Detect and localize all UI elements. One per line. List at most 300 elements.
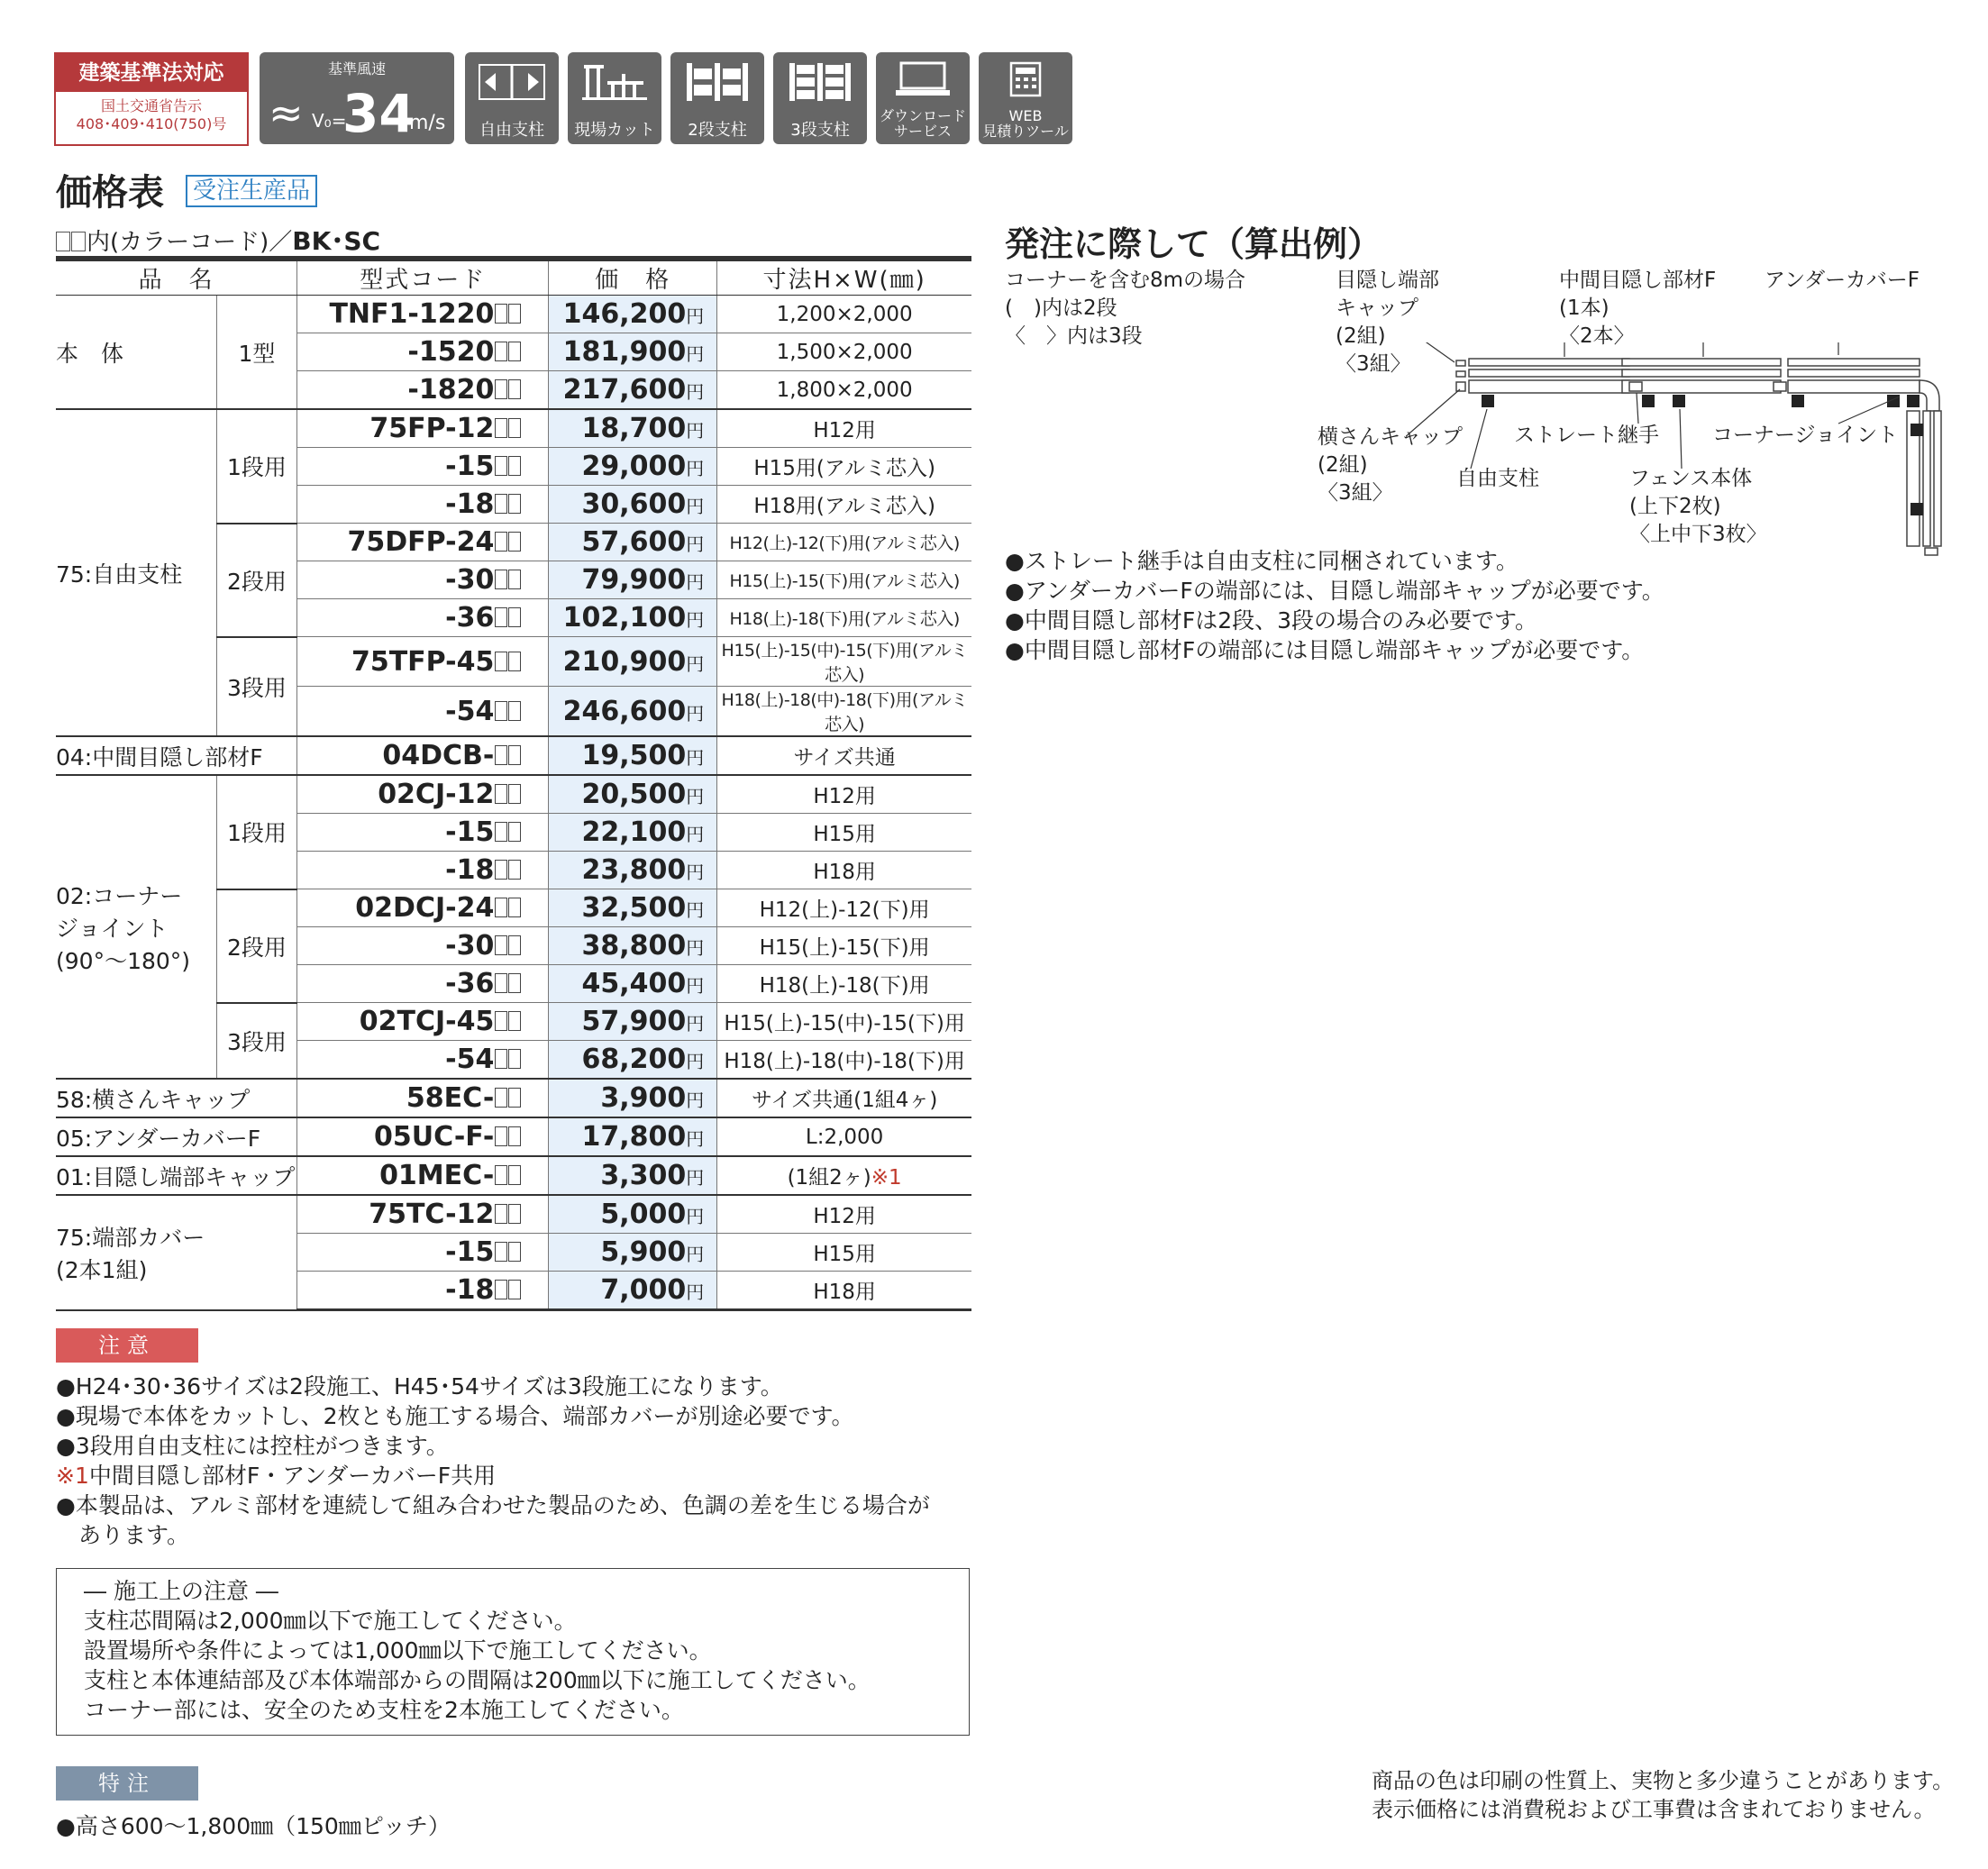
yen-unit: 円 [686, 786, 705, 807]
model-code-text: 75FP-12 [369, 413, 495, 444]
wind-value: 34 [342, 83, 415, 144]
price-value: 57,600 [581, 526, 687, 558]
color-box-icon [508, 1165, 521, 1185]
product-variant: 2段用 [216, 889, 297, 1003]
price [549, 599, 717, 637]
caution-chip: 注意 [56, 1328, 198, 1363]
price-value: 29,000 [581, 451, 687, 482]
dimension-text: H18(上)-18(中)-18(下)用(アルミ芯入) [721, 690, 968, 734]
color-code-box-icon [56, 232, 70, 251]
badge-label: 自由支柱 [479, 121, 544, 140]
dimension-text: 1,500×2,000 [776, 340, 913, 364]
model-code-text: 01MEC- [379, 1160, 495, 1191]
badge-law-sub1: 国土交通省告示 [100, 97, 202, 114]
price-value: 22,100 [581, 816, 687, 848]
color-box-icon [508, 1049, 521, 1069]
yen-unit: 円 [686, 609, 705, 631]
color-box-icon [508, 745, 521, 765]
caution-item: ●本製品は、アルミ部材を連続して組み合わせた製品のため、色調の差を生じる場合が [56, 1492, 930, 1518]
table-row [56, 409, 971, 448]
order-intro-line: コーナーを含む8mの場合 [1005, 269, 1246, 292]
badge-label: 2段支柱 [688, 121, 747, 140]
color-box-icon [508, 342, 521, 361]
model-code-text: -15 [445, 451, 495, 482]
model-code [297, 371, 549, 410]
footer-disclaimer [1372, 1766, 1954, 1824]
color-box-icon [508, 494, 521, 514]
wind-unit: m/s [409, 112, 446, 134]
price-value: 45,400 [581, 968, 687, 999]
label-line: (2組) [1336, 324, 1386, 348]
color-box-icon [495, 860, 507, 880]
special-order-text: ●高さ600～1,800㎜（150㎜ピッチ） [56, 1813, 451, 1839]
label-line: (1本) [1559, 296, 1610, 320]
color-box-icon [508, 304, 521, 324]
yen-unit: 円 [686, 1206, 705, 1227]
price-value: 217,600 [562, 374, 687, 406]
model-code [297, 1079, 549, 1117]
model-code [297, 637, 549, 687]
dimension-text: H12(上)-12(下)用 [759, 898, 930, 922]
price-value: 30,600 [581, 488, 687, 520]
footnote-mark: ※1 [871, 1166, 902, 1190]
price-value: 146,200 [562, 298, 687, 330]
download-icon [889, 61, 957, 97]
footer-line: 表示価格には消費税および工事費は含まれておりません。 [1372, 1797, 1936, 1822]
product-variant: 2段用 [216, 524, 297, 637]
color-box-icon [495, 1088, 507, 1108]
dimension-text: H12用 [813, 419, 876, 442]
dimension [717, 333, 971, 371]
label-middle-member [1559, 267, 1716, 351]
badge-label: 現場カット [574, 121, 655, 140]
product-name: 58:横さんキャップ [56, 1079, 297, 1117]
dimension [717, 1195, 971, 1234]
price [549, 524, 717, 561]
color-box-icon [508, 898, 521, 917]
color-box-icon [495, 607, 507, 627]
page-title: 価格表 [56, 172, 164, 214]
order-note: ●中間目隠し部材Fの端部には目隠し端部キャップが必要です。 [1005, 637, 1645, 663]
price [549, 852, 717, 889]
color-box-icon [508, 822, 521, 842]
model-code-text: -15 [445, 816, 495, 848]
product-name: 本 体 [56, 296, 216, 410]
construction-line: コーナー部には、安全のため支柱を2本施工してください。 [84, 1697, 684, 1723]
yen-unit: 円 [686, 747, 705, 769]
model-code [297, 1234, 549, 1272]
color-box-icon [495, 456, 507, 476]
color-box-icon [508, 1280, 521, 1299]
caution-item: ●現場で本体をカットし、2枚とも施工する場合、端部カバーが別途必要です。 [56, 1403, 854, 1429]
dimension-text: (1組2ヶ) [787, 1166, 871, 1190]
table-row [56, 1117, 971, 1156]
price [549, 736, 717, 775]
dimension-text: 1,200×2,000 [776, 302, 913, 326]
label-straight-joint: ストレート継手 [1514, 424, 1659, 447]
model-code [297, 409, 549, 448]
model-code-text: -36 [445, 968, 495, 999]
free-post-icon [478, 61, 546, 103]
label-corner-joint: コーナージョイント [1712, 424, 1899, 447]
yen-unit: 円 [686, 824, 705, 845]
yen-unit: 円 [686, 571, 705, 593]
caution-item: ●H24･30･36サイズは2段施工、H45･54サイズは3段施工になります。 [56, 1373, 783, 1399]
dimension [717, 1003, 971, 1041]
color-box-icon [508, 1242, 521, 1262]
model-code-text: 04DCB- [382, 740, 495, 771]
yen-unit: 円 [686, 975, 705, 997]
price-value: 5,900 [600, 1236, 687, 1268]
special-order-chip: 特注 [56, 1766, 198, 1801]
model-code [297, 486, 549, 524]
yen-unit: 円 [686, 420, 705, 442]
price-value: 79,900 [581, 564, 687, 596]
color-box-icon [495, 745, 507, 765]
price [549, 1041, 717, 1080]
caution-item: ●3段用自由支柱には控柱がつきます。 [56, 1433, 449, 1459]
color-box-icon [508, 784, 521, 804]
dimension-text: H15用(アルミ芯入) [753, 457, 935, 480]
product-name: 75:自由支柱 [56, 409, 216, 736]
model-code [297, 1195, 549, 1234]
dimension-text: H12用 [813, 785, 876, 808]
wind-icon: ≈ [269, 88, 304, 137]
dimension-text: H15(上)-15(下)用 [759, 936, 930, 960]
dimension-text: サイズ共通(1組4ヶ) [751, 1089, 938, 1112]
price-value: 246,600 [562, 695, 687, 727]
construction-line: 支柱芯間隔は2,000㎜以下で施工してください。 [84, 1608, 577, 1634]
color-box-icon [508, 935, 521, 955]
dimension-text: H18用(アルミ芯入) [753, 495, 935, 518]
dimension [717, 296, 971, 333]
dimension [717, 736, 971, 775]
product-name: 75:端部カバー (2本1組) [56, 1195, 297, 1310]
color-box-icon [495, 898, 507, 917]
price [549, 1272, 717, 1310]
dimension [717, 1079, 971, 1117]
model-code-text: 02CJ-12 [378, 779, 495, 810]
price-value: 210,900 [562, 645, 687, 678]
model-code [297, 1041, 549, 1080]
price-table [56, 259, 971, 1311]
dimension [717, 852, 971, 889]
dimension-text: H18用 [813, 1281, 876, 1304]
fence-diagram [1406, 342, 1947, 559]
color-box-icon [508, 456, 521, 476]
price [549, 333, 717, 371]
table-row [56, 1079, 971, 1117]
color-box-icon [495, 822, 507, 842]
color-code-values: BK･SC [292, 226, 381, 256]
price [549, 1079, 717, 1117]
order-note: ●中間目隠し部材Fは2段、3段の場合のみ必要です。 [1005, 607, 1538, 634]
badge-law-sub2: 408･409･410(750)号 [76, 115, 227, 132]
price [549, 1003, 717, 1041]
yen-unit: 円 [686, 1244, 705, 1265]
order-note: ●ストレート継手は自由支柱に同梱されています。 [1005, 548, 1518, 574]
dimension [717, 371, 971, 410]
table-row [56, 1195, 971, 1234]
price-value: 38,800 [581, 930, 687, 962]
product-name: 02:コーナー ジョイント (90°～180°) [56, 775, 216, 1079]
label-line: 目隠し端部 [1336, 269, 1439, 292]
model-code-text: 75TC-12 [369, 1199, 495, 1230]
badge-label: WEB 見積りツール [982, 107, 1069, 140]
color-box-icon [495, 784, 507, 804]
color-box-icon [495, 379, 507, 399]
price [549, 1117, 717, 1156]
badge-label: ダウンロード サービス [879, 107, 966, 140]
yen-unit: 円 [686, 533, 705, 555]
dimension-text: 1,800×2,000 [776, 378, 913, 402]
color-box-icon [495, 701, 507, 721]
yen-unit: 円 [686, 381, 705, 403]
dimension [717, 1041, 971, 1080]
dimension-text: L:2,000 [805, 1125, 884, 1149]
site-cut-icon [580, 61, 649, 103]
model-code-text: 05UC-F- [374, 1121, 495, 1153]
dimension [717, 889, 971, 927]
price-value: 19,500 [581, 740, 687, 771]
color-box-icon [495, 1280, 507, 1299]
price-value: 102,100 [562, 602, 687, 634]
color-box-icon [495, 1126, 507, 1146]
table-row [56, 736, 971, 775]
price [549, 561, 717, 599]
dimension-text: H15用 [813, 823, 876, 846]
header-product: 品 名 [56, 260, 297, 296]
color-box-icon [495, 652, 507, 671]
model-code-text: 75TFP-45 [351, 645, 495, 678]
model-code-text: -18 [445, 488, 495, 520]
color-box-icon [508, 973, 521, 993]
caution-footnote [56, 1461, 984, 1491]
color-box-icon [508, 418, 521, 438]
color-box-icon [508, 379, 521, 399]
order-example-title: 発注に際して（算出例） [1005, 224, 1382, 264]
footnote-mark: ※1 [56, 1463, 89, 1489]
price-value: 3,900 [600, 1082, 687, 1114]
download-badge[interactable] [876, 52, 970, 144]
product-variant: 1段用 [216, 775, 297, 889]
label-under-cover: アンダーカバーF [1765, 269, 1920, 292]
order-notes [1005, 546, 1664, 665]
model-code [297, 965, 549, 1003]
yen-unit: 円 [686, 652, 705, 675]
dimension [717, 409, 971, 448]
model-code [297, 852, 549, 889]
label-line: 〈上中下3枚〉 [1629, 523, 1767, 546]
yen-unit: 円 [686, 1013, 705, 1035]
header-price: 価 格 [549, 260, 717, 296]
dimension [717, 775, 971, 814]
color-code-line [56, 222, 380, 258]
model-code-text: -18 [445, 1274, 495, 1306]
color-box-icon [508, 1011, 521, 1031]
label-line: 中間目隠し部材F [1559, 269, 1717, 292]
model-code [297, 333, 549, 371]
dimension-text: H15用 [813, 1243, 876, 1266]
product-name: 01:目隠し端部キャップ [56, 1156, 297, 1195]
price-value: 23,800 [581, 854, 687, 886]
wind-v-label: V₀= [312, 110, 347, 132]
web-estimate-badge[interactable] [979, 52, 1072, 144]
color-box-icon [495, 304, 507, 324]
dimension [717, 599, 971, 637]
model-code-text: 58EC- [406, 1082, 495, 1114]
dimension-text: H18(上)-18(下)用(アルミ芯入) [729, 609, 960, 629]
header-code: 型式コード [297, 260, 549, 296]
price-value: 57,900 [581, 1006, 687, 1037]
model-code [297, 1272, 549, 1310]
model-code-text: -1520 [407, 336, 495, 368]
caution-list [56, 1372, 984, 1550]
price-value: 7,000 [600, 1274, 687, 1306]
product-variant: 3段用 [216, 637, 297, 737]
model-code [297, 1156, 549, 1195]
dimension-text: H15(上)-15(下)用(アルミ芯入) [729, 571, 960, 591]
dimension [717, 1272, 971, 1310]
yen-unit: 円 [686, 937, 705, 959]
yen-unit: 円 [686, 862, 705, 883]
header-dimension: 寸法H×W(㎜) [717, 260, 971, 296]
color-box-icon [508, 607, 521, 627]
model-code [297, 736, 549, 775]
color-box-icon [508, 1204, 521, 1224]
price [549, 1195, 717, 1234]
model-code-text: -15 [445, 1236, 495, 1268]
model-code [297, 775, 549, 814]
wind-speed-badge [260, 52, 454, 144]
yen-unit: 円 [686, 1128, 705, 1150]
order-note: ●アンダーカバーFの端部には、目隠し端部キャップが必要です。 [1005, 578, 1664, 604]
construction-line: 設置場所や条件によっては1,000㎜以下で施工してください。 [84, 1637, 712, 1664]
price-value: 3,300 [600, 1160, 687, 1191]
color-code-prefix: 内(カラーコード)／ [87, 229, 293, 256]
color-box-icon [495, 1011, 507, 1031]
order-intro [1005, 267, 1245, 351]
site-cut-badge [568, 52, 661, 144]
price-value: 32,500 [581, 892, 687, 924]
dimension-text: H18(上)-18(下)用 [759, 974, 930, 998]
model-code-text: TNF1-1220 [329, 298, 495, 330]
dimension [717, 814, 971, 852]
model-code-text: -54 [445, 695, 495, 727]
footer-line: 商品の色は印刷の性質上、実物と多少違うことがあります。 [1372, 1768, 1955, 1793]
label-line: 〈3組〉 [1336, 352, 1411, 376]
table-row [56, 775, 971, 814]
construction-line: 支柱と本体連結部及び本体端部からの間隔は200㎜以下に施工してください。 [84, 1667, 871, 1693]
model-code [297, 448, 549, 486]
product-variant: 3段用 [216, 1003, 297, 1080]
label-line: フェンス本体 [1629, 467, 1753, 490]
price [549, 687, 717, 737]
dimension [717, 561, 971, 599]
yen-unit: 円 [686, 305, 705, 327]
table-row [56, 296, 971, 333]
yen-unit: 円 [686, 1089, 705, 1111]
color-box-icon [495, 532, 507, 552]
price [549, 409, 717, 448]
model-code [297, 296, 549, 333]
dimension [717, 965, 971, 1003]
model-code-text: -36 [445, 602, 495, 634]
model-code [297, 814, 549, 852]
dimension [717, 1117, 971, 1156]
price-value: 5,000 [600, 1199, 687, 1230]
price [549, 296, 717, 333]
color-box-icon [495, 973, 507, 993]
label-line: (上下2枚) [1629, 495, 1721, 518]
free-post-badge [465, 52, 559, 144]
price [549, 1156, 717, 1195]
price [549, 486, 717, 524]
badge-label: 3段支柱 [790, 121, 850, 140]
price [549, 775, 717, 814]
model-code-text: -30 [445, 564, 495, 596]
caution-item: あります。 [56, 1522, 190, 1548]
dimension [717, 448, 971, 486]
color-box-icon [508, 652, 521, 671]
model-code [297, 687, 549, 737]
made-to-order-tag: 受注生産品 [186, 175, 317, 207]
color-box-icon [508, 532, 521, 552]
price-value: 20,500 [581, 779, 687, 810]
dimension-text: H18(上)-18(中)-18(下)用 [724, 1050, 965, 1073]
model-code-text: -1820 [407, 374, 495, 406]
model-code [297, 524, 549, 561]
dimension-text: H18用 [813, 861, 876, 884]
dimension-text: H15(上)-15(中)-15(下)用 [724, 1012, 965, 1035]
dimension-text: H15(上)-15(中)-15(下)用(アルミ芯入) [721, 641, 968, 685]
model-code [297, 1003, 549, 1041]
building-standard-badge [54, 52, 249, 146]
yen-unit: 円 [686, 702, 705, 725]
label-free-post: 自由支柱 [1456, 467, 1539, 490]
price-value: 18,700 [581, 413, 687, 444]
calculator-icon [991, 61, 1060, 97]
model-code [297, 599, 549, 637]
price [549, 814, 717, 852]
model-code-text: -18 [445, 854, 495, 886]
construction-title: ― 施工上の注意 ― [84, 1578, 278, 1604]
two-tier-badge [670, 52, 764, 144]
color-box-icon [508, 701, 521, 721]
price [549, 637, 717, 687]
price-value: 17,800 [581, 1121, 687, 1153]
model-code-text: -54 [445, 1044, 495, 1075]
price [549, 448, 717, 486]
badge-law-title: 建築基準法対応 [56, 54, 247, 92]
product-variant: 1段用 [216, 409, 297, 524]
yen-unit: 円 [686, 1167, 705, 1189]
price-value: 181,900 [562, 336, 687, 368]
color-box-icon [495, 1204, 507, 1224]
price [549, 965, 717, 1003]
model-code [297, 889, 549, 927]
color-box-icon [508, 1126, 521, 1146]
color-box-icon [495, 342, 507, 361]
yen-unit: 円 [686, 899, 705, 921]
model-code-text: -30 [445, 930, 495, 962]
yen-unit: 円 [686, 458, 705, 479]
dimension [717, 687, 971, 737]
two-tier-post-icon [683, 61, 752, 103]
dimension-text: H12(上)-12(下)用(アルミ芯入) [729, 533, 960, 553]
order-intro-line: ( )内は2段 [1005, 296, 1117, 320]
yen-unit: 円 [686, 343, 705, 365]
